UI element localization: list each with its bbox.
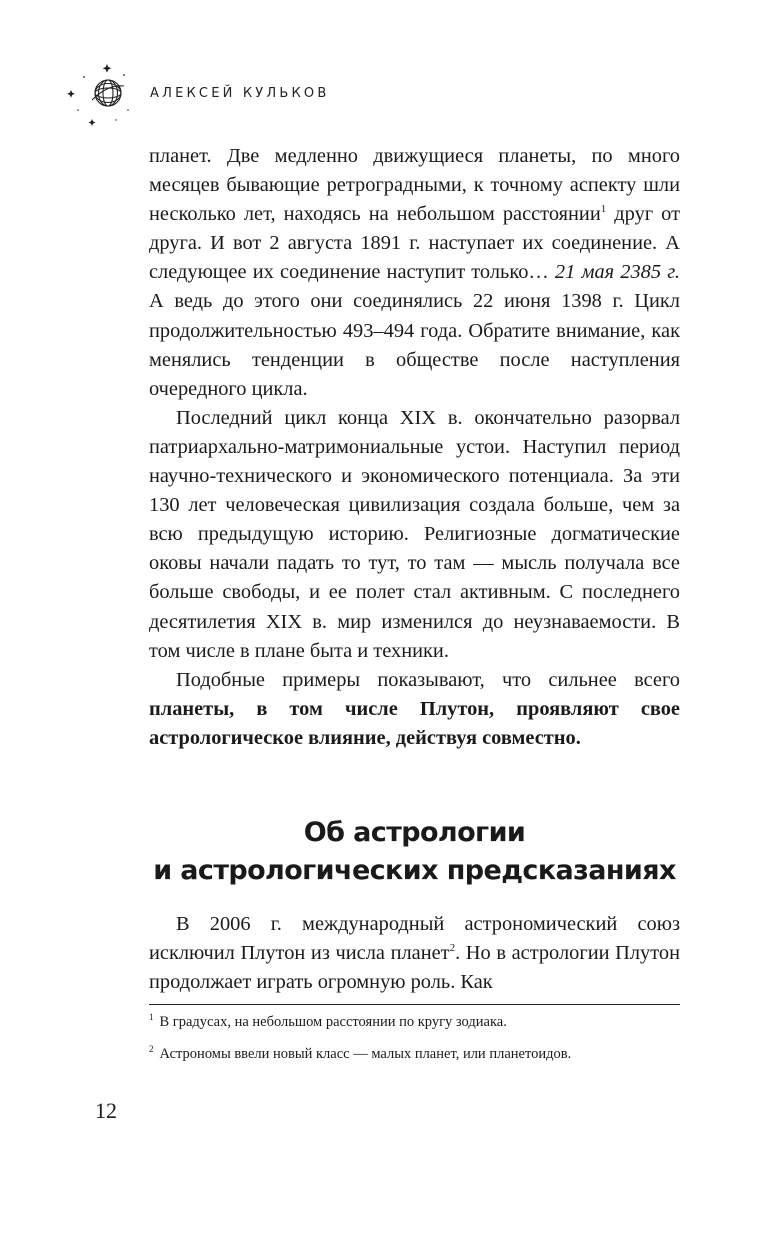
footnote-2: $^2$ Астрономы ввели новый класс — малых планет, или планетоидов. <box>149 1044 572 1062</box>
footnote-1: $^1$ В градусах, на небольшом расстоянии по кругу зодиака. <box>149 1012 507 1030</box>
paragraph-pluto: В 2006 г. международный астрономический союз исключил Плутон из числа планет$^2$. Но в астрологии Плутон продолжает играть огромную роль. Как <box>149 913 680 994</box>
paragraph-cycle: Последний цикл конца XIX в. окончательно разорвал патриархально-матримониальные устои. Наступил период научно-технического и экономического потенциала. За эти 130 лет человеческая цивилизация создала больше, чем за всю предыдущую историю. Религиозные догматические оковы начали падать то тут, то там — мысль получала все больше свободы, и ее полет стал активным. С последнего десятилетия XIX в. мир изменился до неузнаваемости. В том числе в плане быта и техники. <box>149 406 680 662</box>
main-text <box>149 142 680 753</box>
page-number: 12 <box>95 1098 117 1123</box>
paragraph-examples: Подобные примеры показывают, что сильнее всего планеты, в том числе Плутон, проявляют свое астрологическое влияние, действуя совместно. <box>149 668 680 749</box>
date-italic: 21 мая 2385 г. <box>554 261 680 284</box>
footnote-divider <box>149 1004 680 1005</box>
paragraph-continuation: планет. Две медленно движущиеся планеты, по много месяцев бывающие ретроградными, к точному аспекту шли несколько лет, находясь на небольшом расстоянии$^1$ друг от друга. И вот 2 августа 1891 г. наступает их соединение. А следующее их соединение наступит только… 21 мая 2385 г. А ведь до этого они соединялись 22 июня 1398 г. Цикл продолжительностью 493–494 года. Обратите внимание, как менялись тенденции в обществе после наступления очередного цикла. <box>149 145 680 400</box>
footnote-ref-2[interactable]: 2 <box>449 942 456 955</box>
running-header <box>64 62 464 132</box>
section-text <box>149 910 680 997</box>
author-name: АЛЕКСЕЙ КУЛЬКОВ <box>150 86 330 101</box>
emphasis-bold: планеты, в том числе Плутон, проявляют свое астрологическое влияние, действуя совместно. <box>149 697 680 749</box>
footnote-ref-1[interactable]: 1 <box>600 203 607 216</box>
footnotes <box>149 1012 680 1076</box>
section-heading: Об астрологии и астрологических предсказаниях <box>153 817 676 886</box>
planet-with-stars-icon <box>64 62 144 132</box>
